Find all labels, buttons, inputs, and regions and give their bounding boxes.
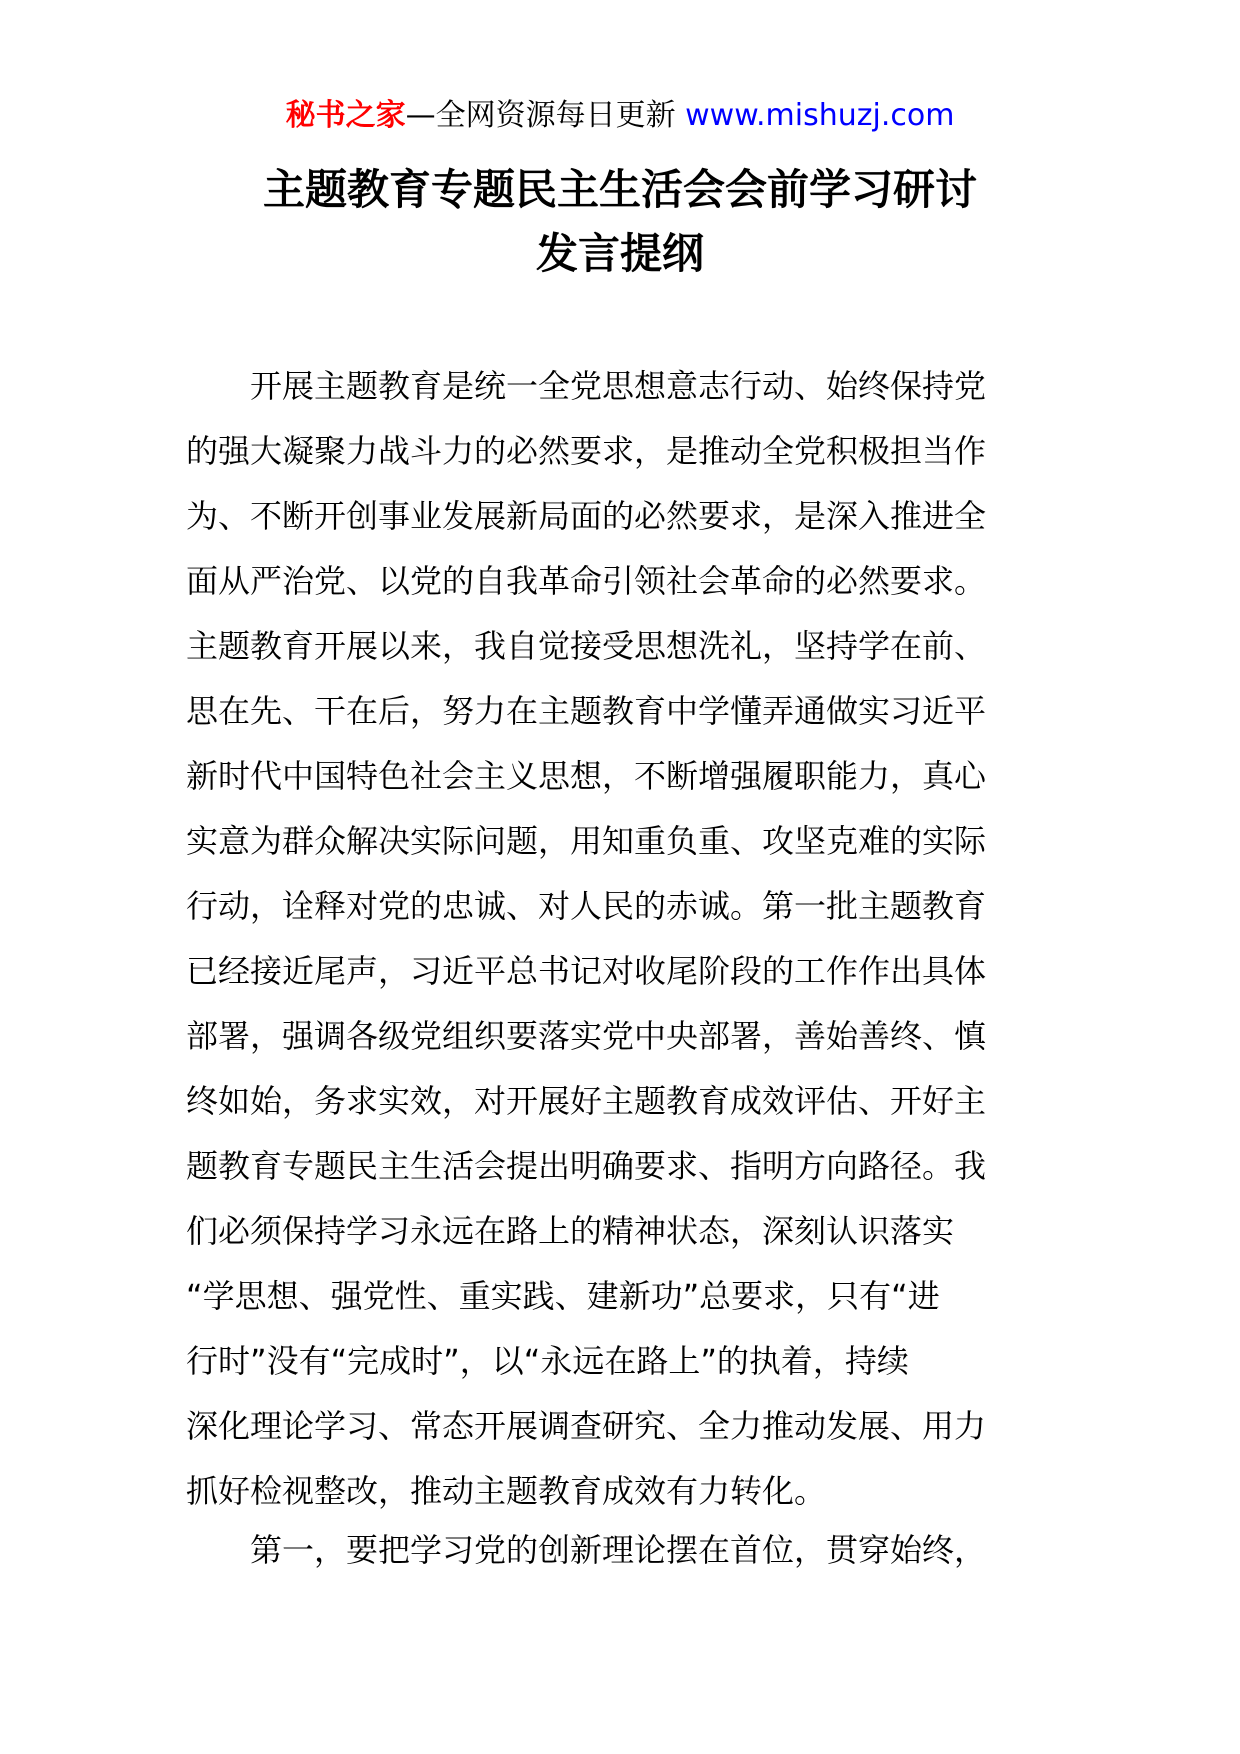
body-line: “学思想、强党性、重实践、建新功”总要求，只有“进 (186, 1277, 940, 1315)
body-line: 深化理论学习、常态开展调查研究、全力推动发展、用力 (186, 1407, 987, 1445)
body-line: 开展主题教育是统一全党思想意志行动、始终保持党 (250, 367, 987, 405)
brand-name: 秘书之家 (285, 98, 406, 133)
body-line: 题教育专题民主生活会提出明确要求、指明方向路径。我 (186, 1147, 987, 1185)
body-line: 行动，诠释对党的忠诚、对人民的赤诚。第一批主题教育 (186, 887, 987, 925)
body-line: 新时代中国特色社会主义思想，不断增强履职能力，真心 (186, 757, 987, 795)
body-line: 思在先、干在后，努力在主题教育中学懂弄通做实习近平 (186, 692, 987, 730)
body-line: 的强大凝聚力战斗力的必然要求，是推动全党积极担当作 (186, 432, 987, 470)
body-line: 抓好检视整改，推动主题教育成效有力转化。 (186, 1472, 827, 1510)
body-paragraph (186, 354, 1050, 1524)
site-url-link[interactable]: www.mishuzj.com (685, 98, 955, 133)
body-line: 实意为群众解决实际问题，用知重负重、攻坚克难的实际 (186, 822, 987, 860)
body-line: 终如始，务求实效，对开展好主题教育成效评估、开好主 (186, 1082, 987, 1120)
section-heading-first: 第一，要把学习党的创新理论摆在首位，贯穿始终， (250, 1531, 987, 1569)
title-line-2: 发言提纲 (535, 229, 704, 278)
body-line: 面从严治党、以党的自我革命引领社会革命的必然要求。 (186, 562, 987, 600)
body-line: 部署，强调各级党组织要落实党中央部署，善始善终、慎 (186, 1017, 987, 1055)
document-title (0, 158, 1240, 286)
body-line: 们必须保持学习永远在路上的精神状态，深刻认识落实 (186, 1212, 955, 1250)
site-banner (0, 96, 1240, 136)
body-line: 行时”没有“完成时”，以“永远在路上”的执着，持续 (186, 1342, 909, 1380)
banner-slogan: —全网资源每日更新 (405, 98, 686, 133)
body-line: 已经接近尾声，习近平总书记对收尾阶段的工作作出具体 (186, 952, 987, 990)
title-line-1: 主题教育专题民主生活会会前学习研讨 (262, 165, 977, 214)
body-line: 主题教育开展以来，我自觉接受思想洗礼，坚持学在前、 (186, 627, 987, 665)
body-line: 为、不断开创事业发展新局面的必然要求，是深入推进全 (186, 497, 987, 535)
